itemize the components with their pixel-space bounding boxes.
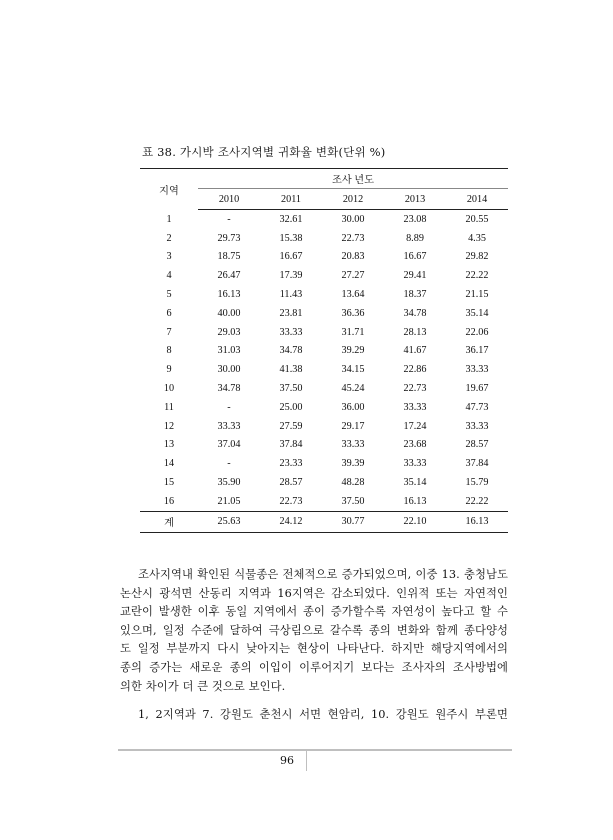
value-cell: 33.33 (465, 420, 489, 432)
body-paragraph-1 (120, 566, 508, 696)
value-cell: 20.55 (465, 213, 489, 225)
value-cell: 18.75 (217, 251, 241, 263)
region-cell: 11 (164, 401, 174, 413)
year-header-2011: 2011 (260, 189, 322, 210)
value-cell: 11.43 (279, 289, 303, 301)
region-cell: 14 (163, 458, 175, 470)
value-cell: 37.84 (465, 458, 489, 470)
table-row (140, 323, 508, 342)
value-cell: 37.50 (279, 383, 303, 395)
total-value-cell: 16.13 (446, 511, 508, 532)
total-value-cell: 25.63 (198, 511, 260, 532)
value-cell: 41.38 (279, 364, 303, 376)
value-cell: 15.38 (279, 232, 303, 244)
region-cell: 16 (163, 495, 175, 507)
table-row (140, 266, 508, 285)
region-header: 지역 (140, 169, 198, 210)
value-cell: 23.68 (403, 439, 427, 451)
value-cell: 31.71 (341, 326, 365, 338)
paragraph-line: 논산시 광석면 산동리 지역과 16지역은 감소되었다. 인위적 또는 자연적인 (120, 586, 508, 600)
value-cell: 33.33 (403, 401, 427, 413)
value-cell: 29.41 (403, 270, 427, 282)
value-cell: - (227, 213, 231, 225)
survey-year-header: 조사 년도 (198, 169, 508, 189)
value-cell: 19.67 (465, 383, 489, 395)
value-cell: 21.15 (465, 289, 489, 301)
value-cell: 26.47 (217, 270, 241, 282)
table-row (140, 398, 508, 417)
value-cell: 36.36 (341, 307, 365, 319)
table-row (140, 304, 508, 323)
value-cell: 33.33 (465, 364, 489, 376)
value-cell: 23.81 (279, 307, 303, 319)
value-cell: 22.22 (465, 495, 489, 507)
paragraph-line: 있으며, 일정 수준에 달하여 극상림으로 갈수록 종의 변화와 함께 종다양성 (120, 623, 508, 637)
table-caption: 표 38. 가시박 조사지역별 귀화율 변화(단위 %) (142, 145, 386, 159)
value-cell: 39.29 (341, 345, 365, 357)
region-cell: 4 (166, 270, 172, 282)
value-cell: 29.82 (465, 251, 489, 263)
region-cell: 9 (166, 364, 172, 376)
region-cell: 6 (166, 307, 172, 319)
table-row (140, 454, 508, 473)
value-cell: 29.73 (217, 232, 241, 244)
year-header-2010: 2010 (198, 189, 260, 210)
value-cell: 32.61 (279, 213, 303, 225)
table-row (140, 417, 508, 436)
value-cell: 25.00 (279, 401, 303, 413)
value-cell: 22.73 (341, 232, 365, 244)
naturalization-rate-table (140, 168, 508, 533)
region-cell: 13 (163, 439, 175, 451)
value-cell: 23.33 (279, 458, 303, 470)
region-cell: 15 (163, 477, 175, 489)
body-paragraph-2: 1, 2지역과 7. 강원도 춘천시 서면 현암리, 10. 강원도 원주시 부론면 (138, 708, 508, 721)
value-cell: 22.22 (465, 270, 489, 282)
value-cell: - (227, 401, 231, 413)
value-cell: 33.33 (403, 458, 427, 470)
value-cell: 16.67 (279, 251, 303, 263)
value-cell: 39.39 (341, 458, 365, 470)
page-number: 96 (280, 754, 294, 767)
table-row (140, 210, 508, 229)
value-cell: 27.27 (341, 270, 365, 282)
value-cell: 16.13 (217, 289, 241, 301)
table-row (140, 436, 508, 455)
value-cell: 29.03 (217, 326, 241, 338)
table-row (140, 473, 508, 492)
value-cell: 31.03 (217, 345, 241, 357)
total-value-cell: 30.77 (322, 511, 384, 532)
value-cell: 22.86 (403, 364, 427, 376)
paragraph-line: 의한 차이가 더 큰 것으로 보인다. (120, 679, 286, 693)
value-cell: 18.37 (403, 289, 427, 301)
value-cell: 37.84 (279, 439, 303, 451)
region-cell: 2 (166, 232, 172, 244)
value-cell: 48.28 (341, 477, 365, 489)
region-cell: 12 (163, 420, 175, 432)
region-cell: 3 (166, 251, 172, 263)
region-cell: 1 (166, 213, 172, 225)
total-row (140, 511, 508, 532)
value-cell: 21.05 (217, 495, 241, 507)
table-row (140, 379, 508, 398)
table-row (140, 492, 508, 511)
table-row (140, 229, 508, 248)
value-cell: 33.33 (341, 439, 365, 451)
value-cell: 13.64 (341, 289, 365, 301)
value-cell: 28.57 (279, 477, 303, 489)
value-cell: 8.89 (406, 232, 424, 244)
total-label: 계 (140, 511, 198, 532)
value-cell: 17.39 (279, 270, 303, 282)
value-cell: 33.33 (279, 326, 303, 338)
region-cell: 10 (163, 383, 175, 395)
year-header-2014: 2014 (446, 189, 508, 210)
table-row (140, 342, 508, 361)
region-cell: 7 (166, 326, 172, 338)
value-cell: 41.67 (403, 345, 427, 357)
footer-rule (118, 749, 512, 751)
year-header-2013: 2013 (384, 189, 446, 210)
value-cell: 4.35 (468, 232, 486, 244)
paragraph-line: 조사지역내 확인된 식물종은 전체적으로 증가되었으며, 이중 13. 충청남도 (138, 568, 508, 581)
value-cell: 37.50 (341, 495, 365, 507)
value-cell: 28.57 (465, 439, 489, 451)
total-value-cell: 24.12 (260, 511, 322, 532)
value-cell: 29.17 (341, 420, 365, 432)
value-cell: 27.59 (279, 420, 303, 432)
value-cell: 16.67 (403, 251, 427, 263)
table-row (140, 248, 508, 267)
total-value-cell: 22.10 (384, 511, 446, 532)
value-cell: 16.13 (403, 495, 427, 507)
value-cell: 45.24 (341, 383, 365, 395)
value-cell: 22.06 (465, 326, 489, 338)
footer-divider (306, 751, 307, 771)
value-cell: 28.13 (403, 326, 427, 338)
region-cell: 8 (166, 345, 172, 357)
value-cell: 34.78 (403, 307, 427, 319)
value-cell: 34.78 (217, 383, 241, 395)
value-cell: 35.14 (465, 307, 489, 319)
value-cell: 22.73 (403, 383, 427, 395)
value-cell: 37.04 (217, 439, 241, 451)
region-cell: 5 (166, 289, 172, 301)
value-cell: 17.24 (403, 420, 427, 432)
value-cell: 30.00 (341, 213, 365, 225)
value-cell: 20.83 (341, 251, 365, 263)
value-cell: 30.00 (217, 364, 241, 376)
value-cell: 22.73 (279, 495, 303, 507)
value-cell: 34.78 (279, 345, 303, 357)
value-cell: 47.73 (465, 401, 489, 413)
table-row (140, 285, 508, 304)
value-cell: 35.14 (403, 477, 427, 489)
paragraph-line: 교란이 발생한 이후 동일 지역에서 종이 증가할수록 자연성이 높다고 할 수 (120, 605, 508, 619)
year-header-2012: 2012 (322, 189, 384, 210)
value-cell: 33.33 (217, 420, 241, 432)
value-cell: 40.00 (217, 307, 241, 319)
value-cell: 23.08 (403, 213, 427, 225)
paragraph-line: 종의 증가는 새로운 종의 이입이 이루어지기 보다는 조사자의 조사방법에 (120, 660, 508, 674)
table-row (140, 360, 508, 379)
value-cell: 15.79 (465, 477, 489, 489)
value-cell: 35.90 (217, 477, 241, 489)
value-cell: - (227, 458, 231, 470)
paragraph-line: 도 일정 부분까지 다시 낮아지는 현상이 나타난다. 하지만 해당지역에서의 (120, 642, 508, 656)
value-cell: 36.17 (465, 345, 489, 357)
value-cell: 34.15 (341, 364, 365, 376)
value-cell: 36.00 (341, 401, 365, 413)
